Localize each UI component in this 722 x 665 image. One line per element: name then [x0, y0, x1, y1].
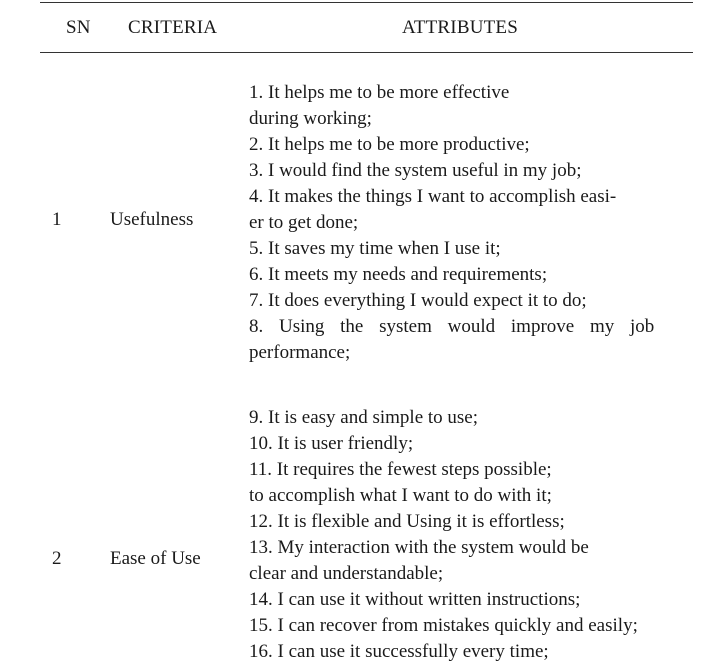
header-attributes: ATTRIBUTES — [402, 17, 518, 38]
attribute-line: 8. Using the system would improve my job — [249, 316, 655, 337]
attribute-line: 9. It is easy and simple to use; — [249, 407, 479, 428]
attribute-line: during working; — [249, 108, 372, 129]
header-sn: SN — [66, 17, 91, 38]
attribute-line: 1. It helps me to be more effective — [249, 82, 510, 103]
attribute-line: 14. I can use it without written instructions; — [249, 589, 581, 610]
header-criteria: CRITERIA — [128, 17, 218, 38]
row-1-sn: 1 — [52, 209, 62, 230]
attribute-line: 7. It does everything I would expect it to do; — [249, 290, 587, 311]
attribute-line: er to get done; — [249, 212, 359, 233]
attribute-line: 15. I can recover from mistakes quickly and easily; — [249, 615, 638, 636]
attribute-line: 5. It saves my time when I use it; — [249, 238, 501, 259]
row-1-attributes — [249, 80, 693, 366]
attribute-line: 2. It helps me to be more productive; — [249, 134, 530, 155]
attribute-line: 13. My interaction with the system would be — [249, 537, 589, 558]
attribute-line: performance; — [249, 342, 351, 363]
attribute-line: clear and understandable; — [249, 563, 444, 584]
attribute-line: 3. I would find the system useful in my job; — [249, 160, 582, 181]
attribute-line: 6. It meets my needs and requirements; — [249, 264, 548, 285]
attribute-line: 11. It requires the fewest steps possible; — [249, 459, 552, 480]
attribute-line: 16. I can use it successfully every time; — [249, 641, 549, 662]
attribute-line: 10. It is user friendly; — [249, 433, 414, 454]
table-top-rule — [40, 2, 693, 3]
row-2-attributes — [249, 405, 693, 665]
row-2-criteria: Ease of Use — [110, 548, 201, 569]
header-bottom-rule — [40, 52, 693, 53]
attribute-line: 4. It makes the things I want to accomplish easi- — [249, 186, 617, 207]
attribute-line: to accomplish what I want to do with it; — [249, 485, 552, 506]
row-2-sn: 2 — [52, 548, 62, 569]
criteria-table — [40, 0, 693, 663]
attribute-line: 12. It is flexible and Using it is effortless; — [249, 511, 565, 532]
row-1-criteria: Usefulness — [110, 209, 194, 230]
